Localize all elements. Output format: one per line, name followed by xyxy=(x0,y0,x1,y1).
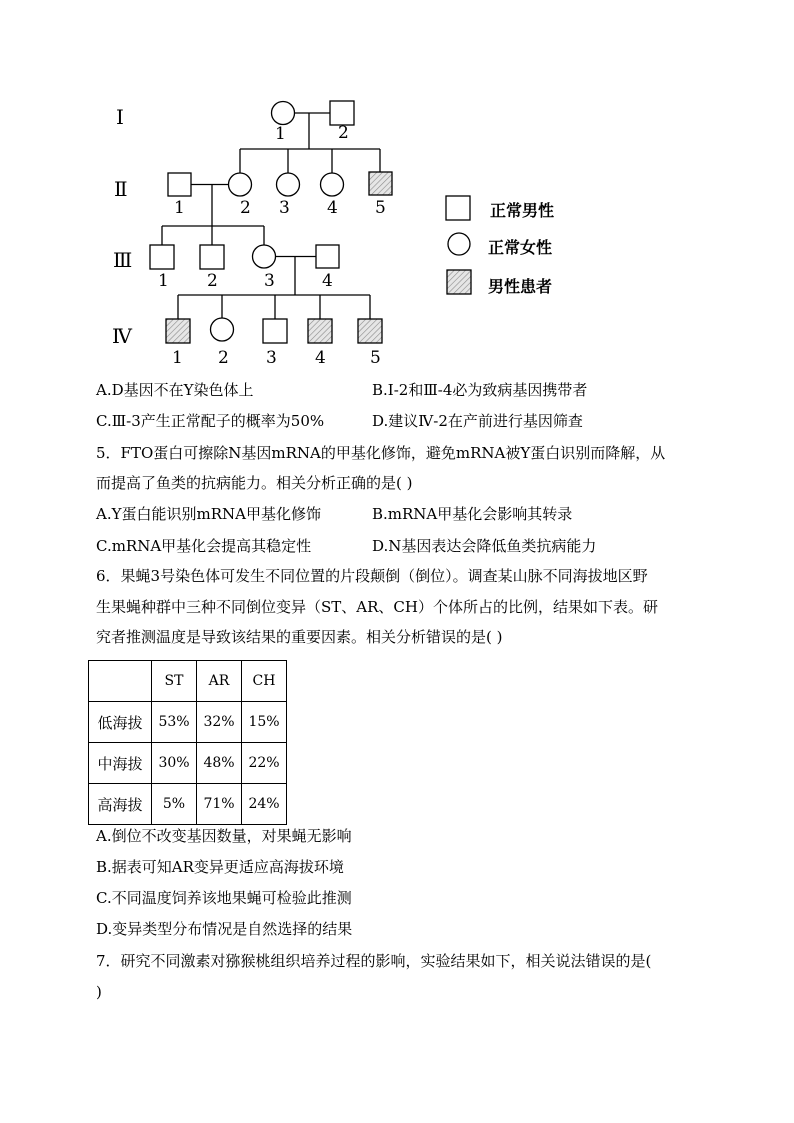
pedigree-II-2-female xyxy=(229,173,252,196)
pedigree-III-2-male xyxy=(200,245,224,269)
table-row-header: 低海拔 xyxy=(89,702,152,743)
pedigree-IV-3-male xyxy=(263,319,287,343)
q4-option-c: C.Ⅲ-3产生正常配子的概率为50% xyxy=(96,412,325,430)
q6-option-c: C.不同温度饲养该地果蝇可检验此推测 xyxy=(96,889,352,907)
generation-label-IV: Ⅳ xyxy=(112,324,132,348)
q5-option-c: C.mRNA甲基化会提高其稳定性 xyxy=(96,537,312,555)
q6-stem-line1: 6．果蝇3号染色体可发生不同位置的片段颠倒（倒位）。调查某山脉不同海拔地区野 xyxy=(96,567,648,585)
legend-normal-female-symbol xyxy=(448,233,470,255)
table-cell: 30% xyxy=(152,743,197,784)
table-cell: 22% xyxy=(242,743,287,784)
q7-stem-line2: ) xyxy=(96,983,102,1001)
individual-number: 5 xyxy=(375,198,386,218)
individual-number: 1 xyxy=(158,271,169,291)
pedigree-II-1-male xyxy=(168,173,191,196)
table-cell: 48% xyxy=(197,743,242,784)
individual-number: 1 xyxy=(275,124,286,144)
table-header-row xyxy=(89,661,287,702)
legend-normal-male-label: 正常男性 xyxy=(490,201,555,220)
individual-number: 1 xyxy=(174,198,185,218)
pedigree-III-4-male xyxy=(316,245,339,268)
individual-number: 5 xyxy=(370,348,381,368)
table-cell: 71% xyxy=(197,784,242,825)
q5-stem-line1: 5．FTO蛋白可擦除N基因mRNA的甲基化修饰，避免mRNA被Y蛋白识别而降解，从 xyxy=(96,444,666,462)
pedigree-II-3-female xyxy=(277,173,300,196)
table-cell: 15% xyxy=(242,702,287,743)
table-row xyxy=(89,702,287,743)
generation-label-III: Ⅲ xyxy=(113,248,133,272)
pedigree-III-1-male xyxy=(150,245,174,269)
q5-stem-line2: 而提高了鱼类的抗病能力。相关分析正确的是( ) xyxy=(96,474,413,492)
pedigree-IV-2-female xyxy=(211,318,234,341)
q5-option-d: D.N基因表达会降低鱼类抗病能力 xyxy=(372,537,597,555)
q6-stem-line3: 究者推测温度是导致该结果的重要因素。相关分析错误的是( ) xyxy=(96,628,503,646)
individual-number: 2 xyxy=(218,348,229,368)
pedigree-IV-4-affected-male xyxy=(308,319,332,343)
individual-number: 4 xyxy=(315,348,326,368)
inversion-frequency-table xyxy=(88,660,287,825)
table-header-cell: ST xyxy=(152,661,197,702)
individual-number: 2 xyxy=(207,271,218,291)
q5-option-a: A.Y蛋白能识别mRNA甲基化修饰 xyxy=(96,505,321,523)
legend-affected-male-label: 男性患者 xyxy=(488,277,553,296)
pedigree-I-2-male xyxy=(330,101,354,125)
legend-normal-female-label: 正常女性 xyxy=(488,238,553,257)
individual-number: 2 xyxy=(338,123,349,143)
individual-number: 2 xyxy=(240,198,251,218)
table-cell: 32% xyxy=(197,702,242,743)
individual-number: 3 xyxy=(279,198,290,218)
table-row-header: 高海拔 xyxy=(89,784,152,825)
q6-stem-line2: 生果蝇种群中三种不同倒位变异（ST、AR、CH）个体所占的比例，结果如下表。研 xyxy=(96,598,658,616)
pedigree-IV-5-affected-male xyxy=(358,319,382,343)
legend-normal-male-symbol xyxy=(446,196,470,220)
individual-number: 3 xyxy=(266,348,277,368)
generation-label-I: Ⅰ xyxy=(116,105,124,129)
table-cell: 53% xyxy=(152,702,197,743)
table-cell: 5% xyxy=(152,784,197,825)
pedigree-II-5-affected-male xyxy=(369,172,392,195)
table-row xyxy=(89,784,287,825)
table-row-header: 中海拔 xyxy=(89,743,152,784)
generation-label-II: Ⅱ xyxy=(114,177,128,201)
q6-option-b: B.据表可知AR变异更适应高海拔环境 xyxy=(96,858,344,876)
individual-number: 1 xyxy=(172,348,183,368)
table-corner-cell xyxy=(89,661,152,702)
individual-number: 4 xyxy=(322,271,333,291)
pedigree-II-4-female xyxy=(321,173,344,196)
q4-option-d: D.建议Ⅳ-2在产前进行基因筛查 xyxy=(372,412,583,430)
table-header-cell: CH xyxy=(242,661,287,702)
pedigree-I-1-female xyxy=(272,102,295,125)
pedigree-III-3-female xyxy=(253,245,276,268)
legend-affected-male-symbol xyxy=(447,270,471,294)
individual-number: 4 xyxy=(327,198,338,218)
q4-option-b: B.Ⅰ-2和Ⅲ-4必为致病基因携带者 xyxy=(372,381,588,399)
table-row xyxy=(89,743,287,784)
table-cell: 24% xyxy=(242,784,287,825)
q4-option-a: A.D基因不在Y染色体上 xyxy=(96,381,254,399)
pedigree-IV-1-affected-male xyxy=(166,319,190,343)
table-header-cell: AR xyxy=(197,661,242,702)
q6-option-a: A.倒位不改变基因数量，对果蝇无影响 xyxy=(96,827,352,845)
q7-stem-line1: 7．研究不同激素对猕猴桃组织培养过程的影响，实验结果如下，相关说法错误的是( xyxy=(96,952,652,970)
individual-number: 3 xyxy=(264,271,275,291)
q5-option-b: B.mRNA甲基化会影响其转录 xyxy=(372,505,573,523)
q6-option-d: D.变异类型分布情况是自然选择的结果 xyxy=(96,920,353,938)
